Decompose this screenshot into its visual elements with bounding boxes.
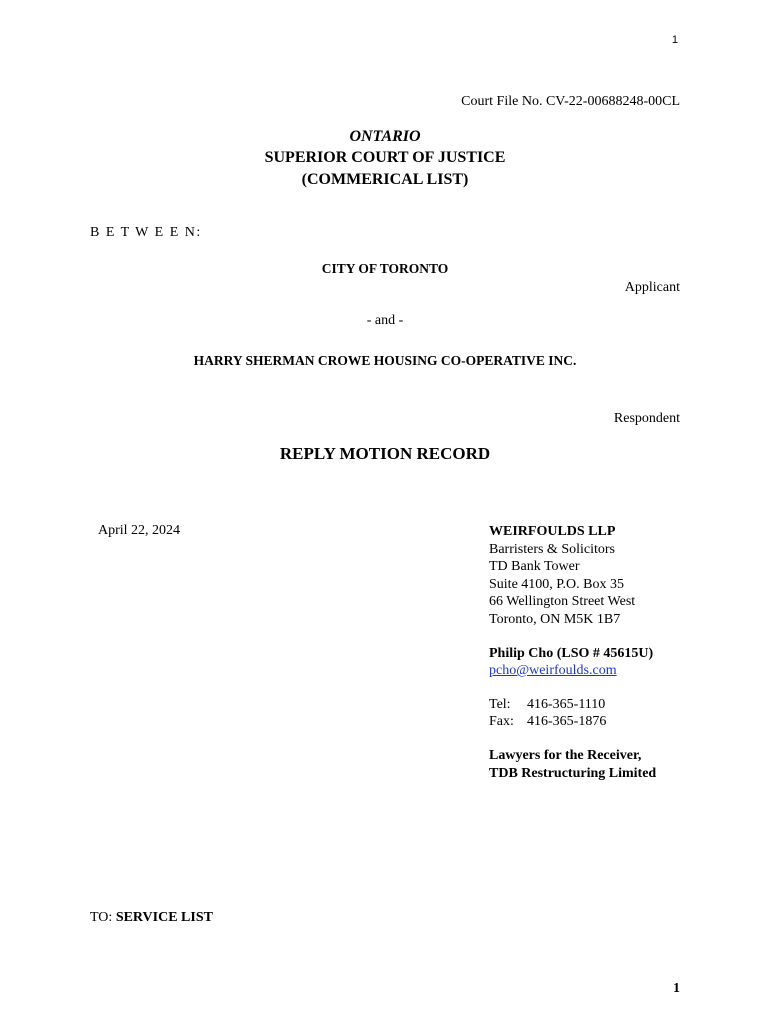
- and-separator: - and -: [366, 313, 404, 328]
- telephone-row: [489, 696, 656, 714]
- document-title: REPLY MOTION RECORD: [279, 444, 491, 463]
- firm-name: WEIRFOULDS LLP: [489, 524, 616, 539]
- fax-label: Fax:: [489, 714, 514, 730]
- firm-role-line-1: Lawyers for the Receiver,: [489, 747, 642, 763]
- fax-row: [489, 713, 656, 731]
- jurisdiction: ONTARIO: [349, 128, 421, 145]
- tel-label: Tel:: [489, 696, 511, 712]
- page-marker: 1: [671, 34, 678, 46]
- address-line: 66 Wellington Street West: [489, 594, 636, 610]
- address-line: Toronto, ON M5K 1B7: [489, 611, 621, 627]
- court-file-number: Court File No. CV-22-00688248-00CL: [461, 94, 680, 109]
- to-label: TO:: [90, 910, 113, 925]
- applicant-name: CITY OF TORONTO: [321, 261, 449, 276]
- fax-value: 416-365-1876: [527, 714, 607, 730]
- firm-role-line-2: TDB Restructuring Limited: [489, 765, 657, 781]
- tel-value: 416-365-1110: [527, 696, 606, 712]
- court-list: (COMMERICAL LIST): [301, 171, 469, 188]
- respondent-name: HARRY SHERMAN CROWE HOUSING CO-OPERATIVE INC.: [193, 353, 577, 368]
- address-line: Barristers & Solicitors: [489, 541, 615, 557]
- address-line: Suite 4100, P.O. Box 35: [489, 576, 624, 592]
- firm-block: [489, 523, 656, 782]
- lawyer-name: Philip Cho (LSO # 45615U): [489, 645, 654, 661]
- respondent-role: Respondent: [613, 411, 680, 426]
- document-date: April 22, 2024: [98, 523, 181, 538]
- address-line: TD Bank Tower: [489, 559, 580, 575]
- between-label: B E T W E E N:: [90, 225, 202, 240]
- to-line: [90, 910, 213, 926]
- page-number: 1: [673, 981, 680, 996]
- lawyer-email-link[interactable]: pcho@weirfoulds.com: [489, 663, 617, 679]
- court-name: SUPERIOR COURT OF JUSTICE: [264, 149, 506, 166]
- to-recipient: SERVICE LIST: [115, 910, 213, 925]
- applicant-role: Applicant: [624, 280, 680, 295]
